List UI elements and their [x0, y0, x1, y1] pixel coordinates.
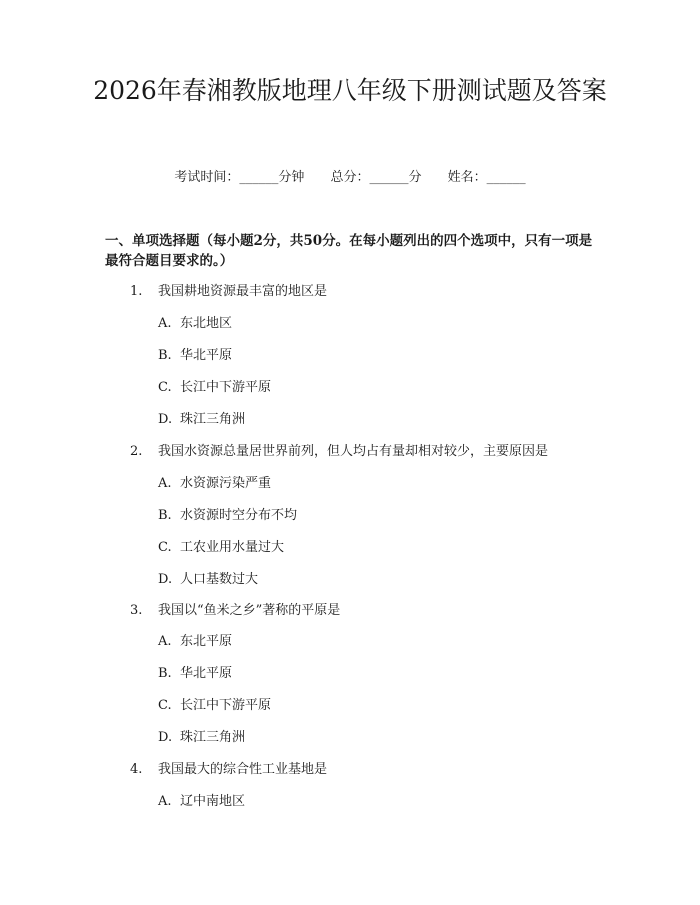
- total-score-field: 总分：______分: [330, 170, 422, 185]
- exam-info-line: [0, 168, 700, 188]
- question-1-option-a: [158, 315, 232, 333]
- option-text: 东北地区: [180, 316, 233, 331]
- document-title: 2026年春湘教版地理八年级下册测试题及答案: [93, 76, 607, 105]
- option-letter: D.: [158, 730, 173, 745]
- question-text: 我国最大的综合性工业基地是: [158, 762, 328, 777]
- option-text: 珠江三角洲: [180, 412, 246, 427]
- option-text: 水资源污染严重: [180, 476, 272, 491]
- question-number: 2.: [130, 444, 143, 459]
- question-3: [130, 602, 340, 620]
- question-text: 我国水资源总量居世界前列，但人均占有量却相对较少，主要原因是: [158, 444, 549, 459]
- option-letter: C.: [158, 380, 172, 395]
- option-letter: A.: [158, 634, 172, 649]
- option-text: 珠江三角洲: [180, 730, 246, 745]
- question-2: [130, 443, 548, 461]
- question-2-option-d: [158, 571, 258, 589]
- option-letter: B.: [158, 666, 172, 681]
- question-2-option-b: [158, 507, 297, 525]
- name-field: 姓名：______: [447, 170, 526, 185]
- option-text: 工农业用水量过大: [180, 540, 285, 555]
- option-letter: A.: [158, 794, 172, 809]
- question-3-option-a: [158, 633, 232, 651]
- option-text: 辽中南地区: [180, 794, 246, 809]
- option-text: 人口基数过大: [180, 572, 259, 587]
- option-letter: B.: [158, 508, 172, 523]
- question-2-option-a: [158, 475, 271, 493]
- question-number: 3.: [130, 603, 143, 618]
- question-number: 1.: [130, 284, 143, 299]
- question-text: 我国耕地资源最丰富的地区是: [158, 284, 328, 299]
- option-letter: C.: [158, 540, 172, 555]
- question-1-option-c: [158, 379, 271, 397]
- question-3-option-d: [158, 729, 245, 747]
- option-text: 水资源时空分布不均: [180, 508, 298, 523]
- option-text: 华北平原: [180, 666, 233, 681]
- question-4: [130, 761, 327, 779]
- exam-time-field: 考试时间：______分钟: [174, 170, 305, 185]
- question-text: 我国以“鱼米之乡”著称的平原是: [158, 603, 341, 618]
- section-header-single-choice: 一、单项选择题（每小题2分，共50分。在每小题列出的四个选项中，只有一项是最符合题目要求的。）: [105, 233, 593, 269]
- option-text: 长江中下游平原: [180, 380, 272, 395]
- option-letter: B.: [158, 348, 172, 363]
- option-text: 长江中下游平原: [180, 698, 272, 713]
- question-1: [130, 283, 327, 301]
- question-1-option-d: [158, 411, 245, 429]
- question-4-option-a: [158, 793, 245, 811]
- option-letter: C.: [158, 698, 172, 713]
- option-letter: A.: [158, 476, 172, 491]
- question-3-option-c: [158, 697, 271, 715]
- option-text: 东北平原: [180, 634, 233, 649]
- option-letter: D.: [158, 412, 173, 427]
- question-2-option-c: [158, 539, 284, 557]
- option-letter: D.: [158, 572, 173, 587]
- option-text: 华北平原: [180, 348, 233, 363]
- question-1-option-b: [158, 347, 232, 365]
- question-number: 4.: [130, 762, 143, 777]
- question-3-option-b: [158, 665, 232, 683]
- option-letter: A.: [158, 316, 172, 331]
